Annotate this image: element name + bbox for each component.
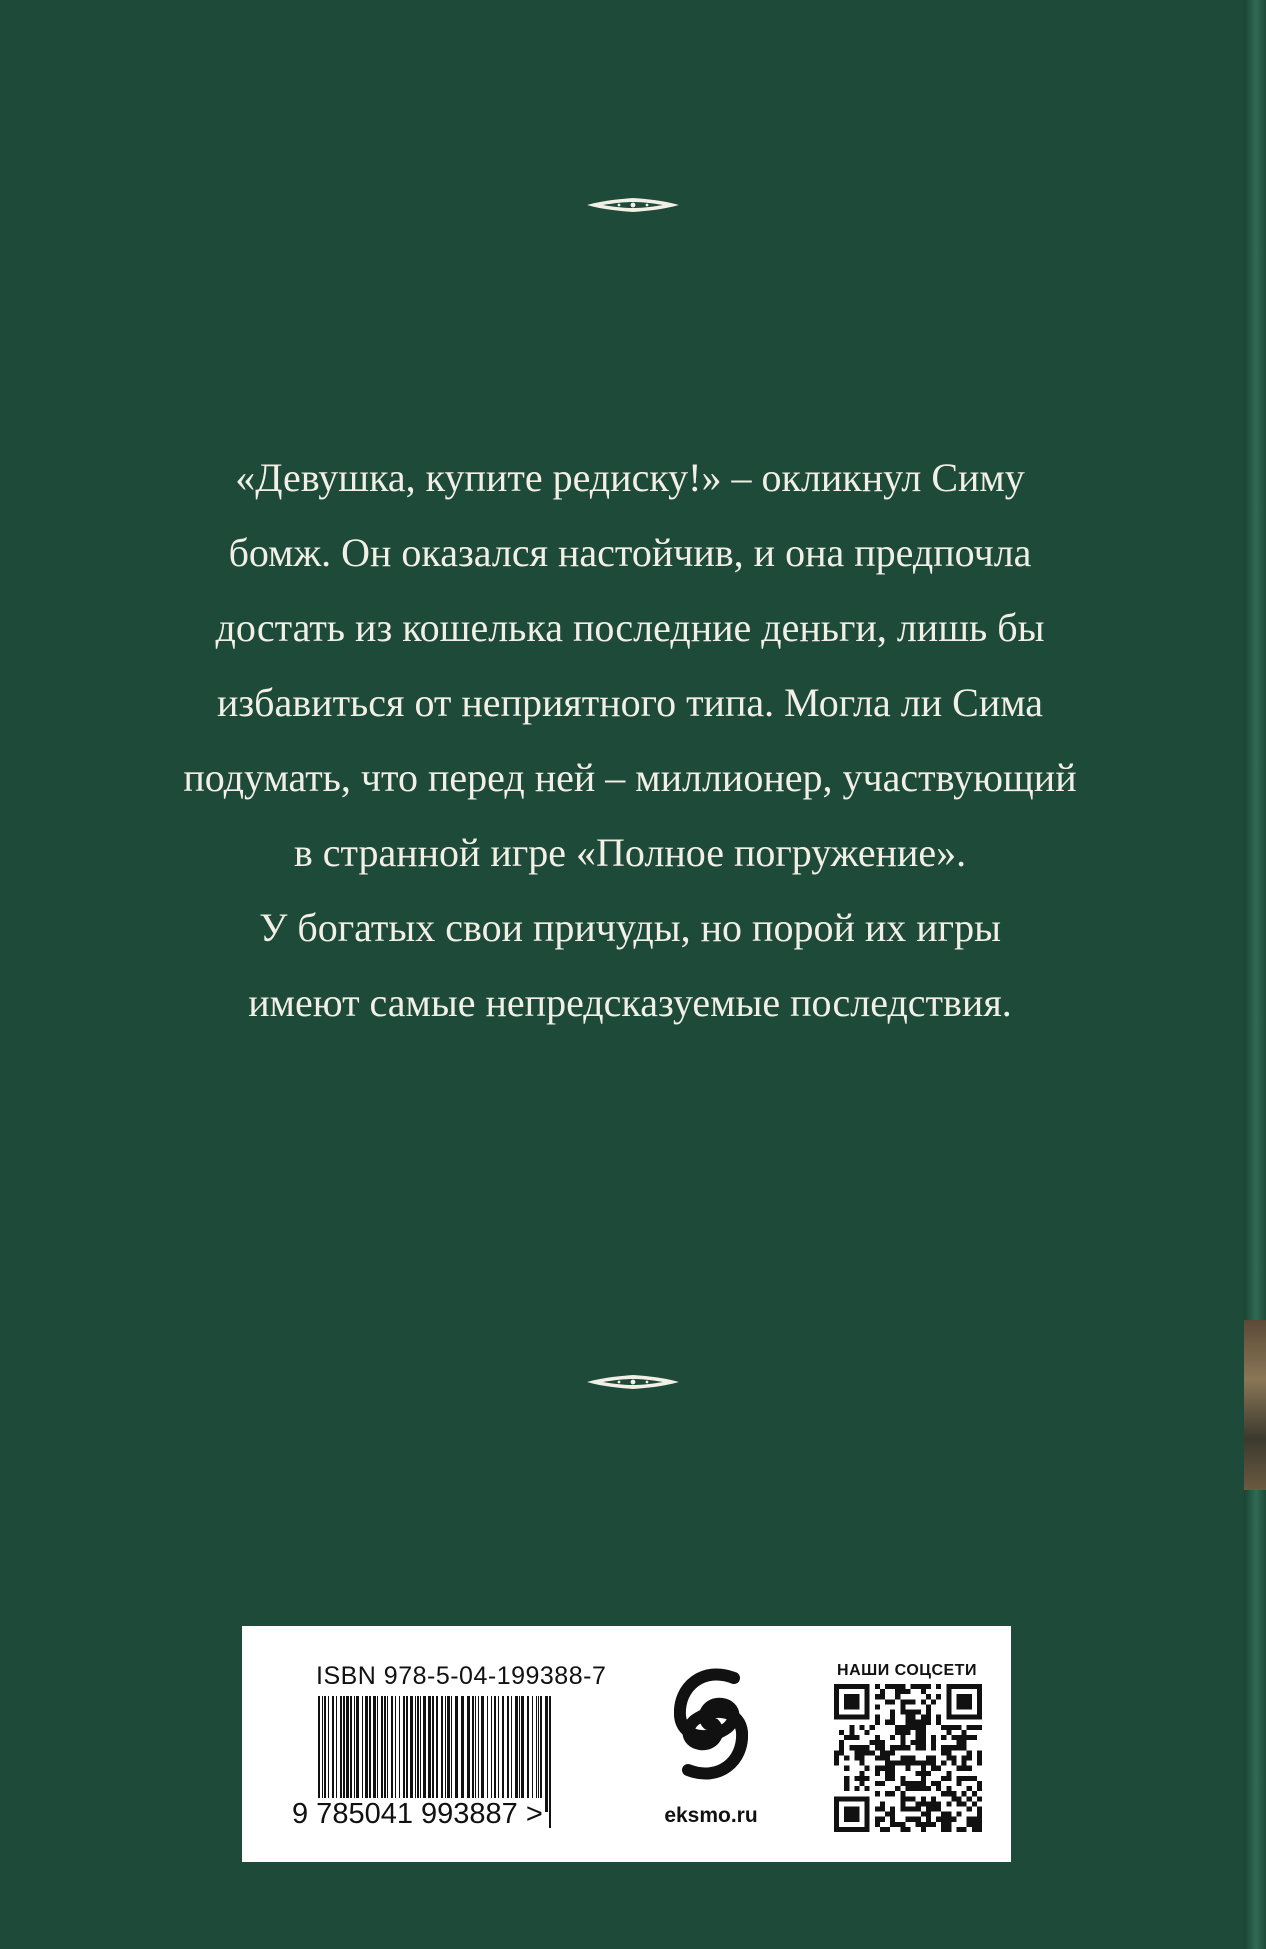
- spine-edge: [1244, 0, 1266, 1949]
- blurb-line: У богатых свои причуды, но порой их игры: [259, 905, 1001, 950]
- spine-photo-strip: [1244, 1320, 1266, 1490]
- blurb-line: избавиться от неприятного типа. Могла ли Сима: [216, 680, 1044, 725]
- qr-code-icon[interactable]: [834, 1684, 982, 1832]
- blurb-line: подумать, что перед ней – миллионер, участвующий: [183, 755, 1077, 800]
- flourish-divider-icon: [585, 197, 681, 213]
- blurb-line: «Девушка, купите редиску!» – окликнул Симу: [235, 455, 1025, 500]
- blurb-line: бомж. Он оказался настойчив, и она предпочла: [228, 530, 1032, 575]
- cover-blurb: [130, 440, 1130, 1040]
- publisher-url[interactable]: eksmo.ru: [664, 1804, 758, 1827]
- blurb-line: достать из кошелька последние деньги, лишь бы: [215, 605, 1045, 650]
- eksmo-logo-icon: [674, 1664, 748, 1784]
- blurb-line: имеют самые непредсказуемые последствия.: [248, 980, 1012, 1025]
- blurb-line: в странной игре «Полное погружение».: [293, 830, 967, 875]
- ean-digits: 9 785041 993887 >: [292, 1798, 543, 1830]
- social-label: НАШИ СОЦСЕТИ: [837, 1662, 977, 1679]
- isbn-label: ISBN 978-5-04-199388-7: [316, 1662, 607, 1690]
- flourish-divider-icon: [585, 1374, 681, 1390]
- barcode-panel: [242, 1626, 1011, 1862]
